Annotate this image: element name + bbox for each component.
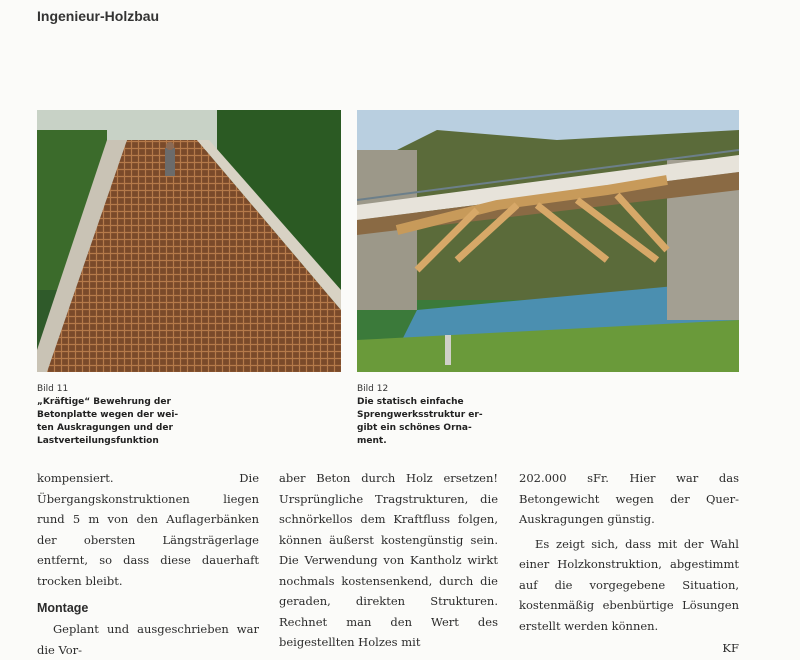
figure-caption-11 (37, 383, 197, 448)
text-column-3 (519, 468, 739, 659)
figure-caption-12 (357, 383, 507, 448)
text-column-2 (279, 468, 498, 653)
paragraph: 202.000 sFr. Hier war das Betongewicht wegen der Quer-Auskragungen günstig. (519, 471, 739, 526)
paragraph: Geplant und ausgeschrieben war die Vor- (37, 622, 259, 657)
author-signature: KF (722, 641, 739, 655)
section-header: Ingenieur-Holzbau (37, 8, 160, 24)
figure-caption-text: Die statisch einfache Sprengwerksstruktur er- gibt ein schönes Orna- ment. (357, 397, 483, 446)
section-heading: Montage (37, 601, 89, 615)
paragraph: kompensiert. Die Übergangskonstruktionen liegen rund 5 m von den Auflagerbänken der obersten Längsträgerlage entfernt, so dass diese dauerhaft trocken bleibt. (37, 471, 259, 588)
figure-caption-text: „Kräftige“ Bewehrung der Betonplatte wegen der wei- ten Auskragungen und der Lastverteilungsfunktion (37, 397, 179, 446)
paragraph: aber Beton durch Holz ersetzen! Ursprüngliche Tragstrukturen, die schnörkellos dem Kraftfluss folgen, können äußerst kostengünstig sein. Die Verwendung von Kantholz wirkt nochmals kostensenkend, durch die geraden, direkten Strukturen. Rechnet man den Wert des beigestellten Holzes mit (279, 471, 498, 649)
paragraph: Es zeigt sich, dass mit der Wahl einer Holzkonstruktion, abgestimmt auf die vorgegebene Situation, kostenmäßig ebenbürtige Lösungen erstellt werden können. (519, 536, 739, 633)
text-column-1 (37, 468, 259, 660)
photo-rebar-deck (37, 110, 341, 372)
figure-number: Bild 11 (37, 384, 69, 394)
timber-bridge-illustration (357, 110, 739, 372)
photo-timber-bridge (357, 110, 739, 372)
rebar-deck-illustration (37, 110, 341, 372)
figure-number: Bild 12 (357, 384, 389, 394)
